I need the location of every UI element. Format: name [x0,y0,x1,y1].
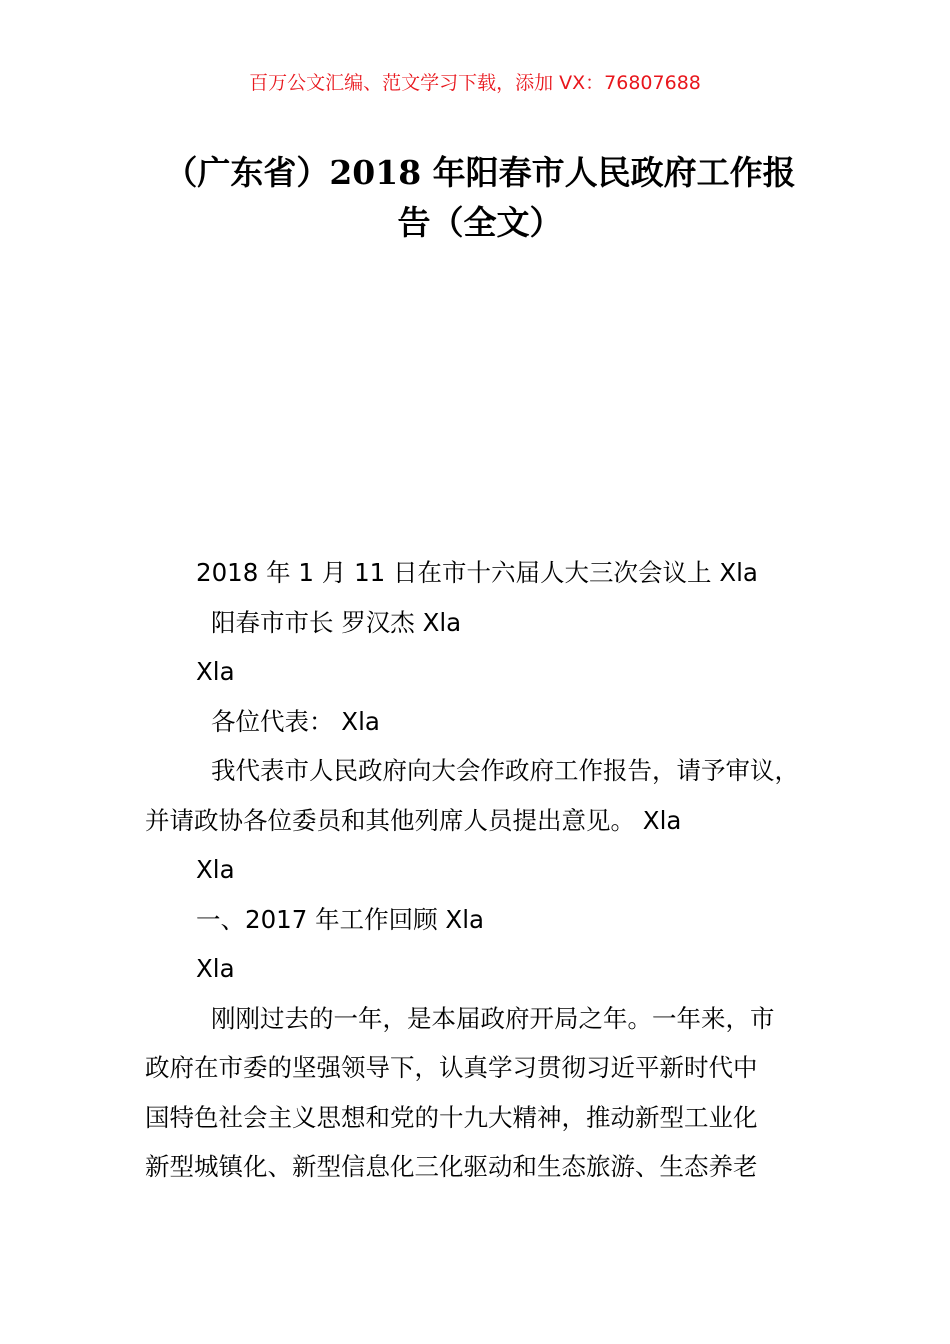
header-watermark-note: 百万公文汇编、范文学习下载，添加 VX：76807688 [249,72,701,94]
paragraph-line: 国特色社会主义思想和党的十九大精神，推动新型工业化 [145,1102,758,1132]
paragraph-marker: Xla [196,657,235,686]
document-title [150,148,810,248]
salutation-line: 各位代表： Xla [211,706,380,736]
meeting-date-line: 2018 年 1 月 11 日在市十六届人大三次会议上 Xla [196,558,758,587]
paragraph-line: 政府在市委的坚强领导下，认真学习贯彻习近平新时代中 [145,1053,758,1082]
title-line-1: （广东省）2018 年阳春市人民政府工作报 [164,153,796,192]
paragraph-line: 刚刚过去的一年，是本届政府开局之年。一年来，市 [211,1003,775,1033]
paragraph-marker: Xla [196,954,235,983]
section-heading: 一、2017 年工作回顾 Xla [196,904,485,934]
paragraph-marker: Xla [196,855,235,884]
paragraph-line: 我代表市人民政府向大会作政府工作报告，请予审议， [211,756,799,785]
title-line-2: 告（全文） [397,203,563,242]
document-body [145,548,835,1192]
paragraph-line: 并请政协各位委员和其他列席人员提出意见。 Xla [145,805,682,835]
speaker-line: 阳春市市长 罗汉杰 Xla [211,607,462,637]
paragraph-line: 新型城镇化、新型信息化三化驱动和生态旅游、生态养老 [145,1152,758,1181]
